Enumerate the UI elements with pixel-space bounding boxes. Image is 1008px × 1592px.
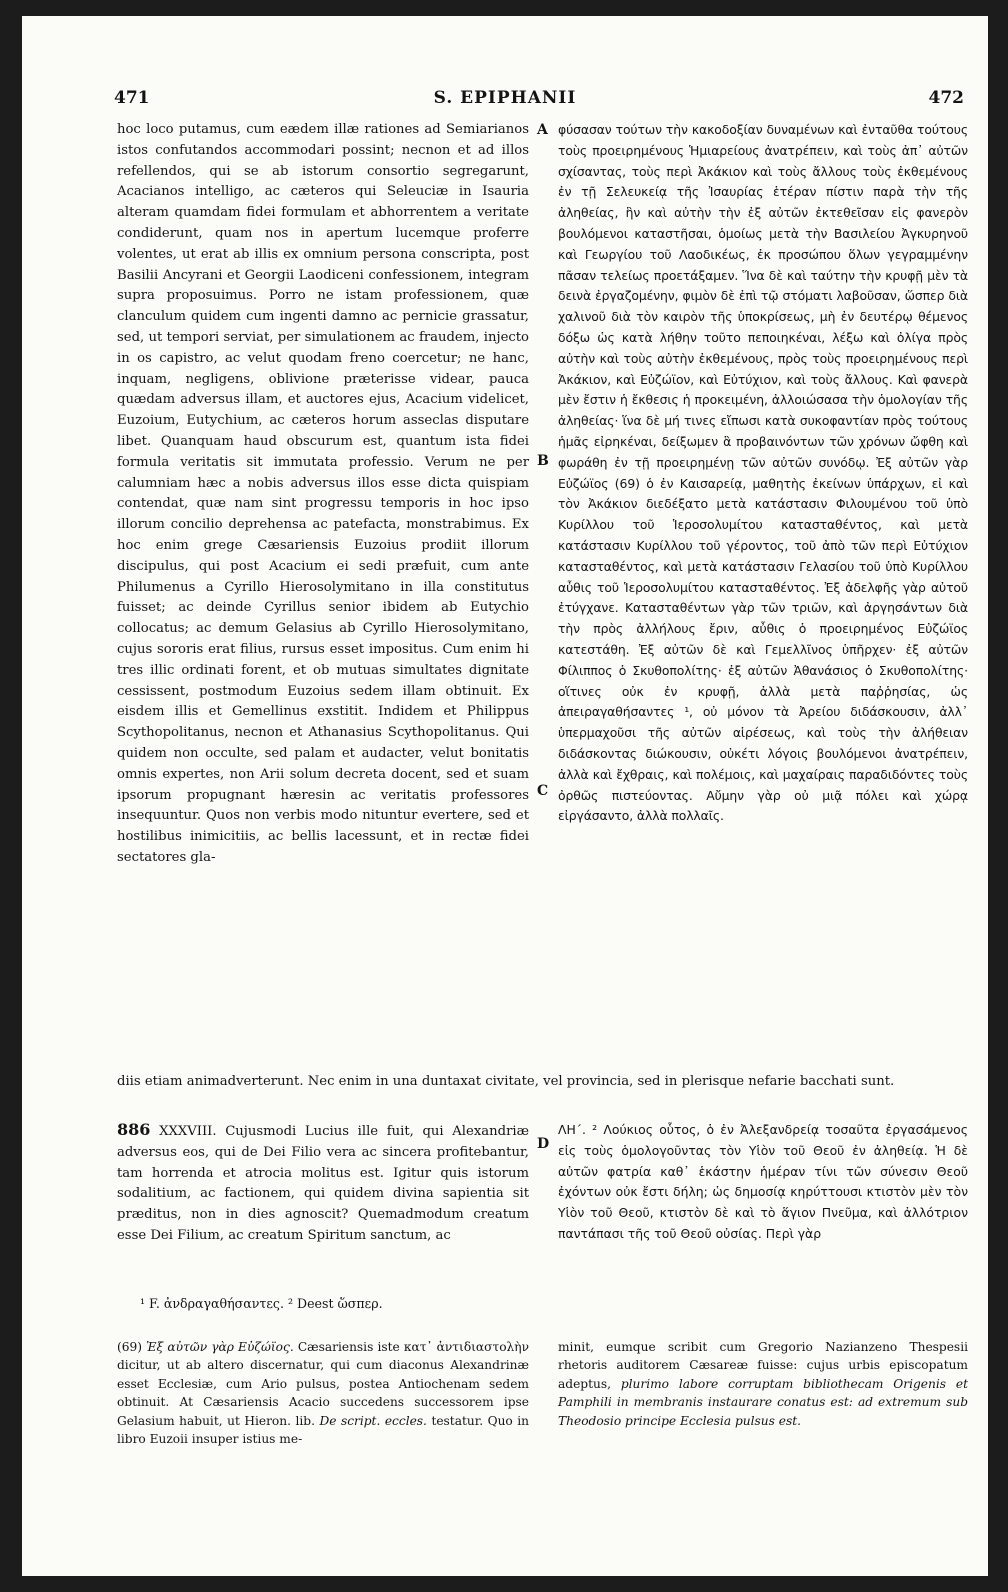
note-quotation: plurimo labore corruptam bibliothecam Origenis et Pamphili in membranis instaurare conatus est: ad extremum sub Theodosio principe Ecclesia pulsus est. — [558, 1376, 968, 1428]
greek-column-top — [558, 120, 968, 827]
latin-section-paragraph — [117, 1120, 529, 1247]
note-number: (69) — [117, 1340, 147, 1354]
left-page-number: 471 — [114, 88, 150, 108]
section-number: 886 — [117, 1120, 151, 1139]
margin-letter-b: B — [537, 453, 549, 469]
note-text-end: testatur. Quo in libro Euzoii insuper istius me- — [117, 1413, 529, 1447]
variant-footnotes: ¹ F. ἀνδραγαθήσαντες. ² Deest ὥσπερ. — [140, 1296, 383, 1311]
commentary-note-right — [558, 1338, 968, 1430]
note-work-title: De script. eccles. — [319, 1413, 427, 1428]
note-text-continued: minit, eumque scribit cum Gregorio Nazianzeno Thespesii rhetoris auditorem Cæsareæ fuisse: cujus urbis episcopatum adeptus, — [558, 1340, 968, 1391]
right-page-number: 472 — [928, 88, 964, 108]
spanning-line: diis etiam animadverterunt. Nec enim in una duntaxat civitate, vel provincia, sed in plerisque nefarie bacchati sunt. — [117, 1074, 895, 1089]
latin-column-bottom — [117, 1120, 529, 1247]
note-text: Cæsariensis iste κατ᾽ ἀντιδιαστολὴν dicitur, ut ab altero discernatur, qui cum diaconus Alexandrinæ esset Ecclesiæ, cum Ario pulsus, postea Antiochenam sedem obtinuit. At Cæsariensis Acacio succedens successorem ipse Gelasium habuit, ut Hieron. lib. — [117, 1340, 529, 1428]
greek-column-bottom — [558, 1120, 968, 1245]
greek-section-paragraph: ΛΗ΄. ² Λούκιος οὗτος, ὁ ἐν Ἀλεξανδρείᾳ τοσαῦτα ἐργασάμενος εἰς τοὺς ὁμολογοῦντας τὸν Υἱὸν τοῦ Θεοῦ ἐν ἀληθείᾳ. Ἡ δὲ αὐτῶν φατρία καθ᾽ ἑκάστην ἡμέραν τίνι τῶν σύνεσιν Θεοῦ ἐχόντων οὐκ ἔστι δήλη; ὡς δημοσίᾳ κηρύττουσι κτιστὸν μὲν τὸν Υἱὸν τοῦ Θεοῦ, κτιστὸν δὲ καὶ τὸ ἅγιον Πνεῦμα, καὶ ἀλλότριον παντάπασι τῆς τοῦ Θεοῦ οὐσίας. Περὶ γὰρ — [558, 1122, 968, 1241]
latin-paragraph: hoc loco putamus, cum eædem illæ rationes ad Semiarianos istos confutandos accommodari possint; necnon et ad illos refellendos, qui se ab istorum consortio segregarunt, Acacianos intelligo, ac cæteros qui Seleuciæ in Isauria alteram quamdam fidei formulam et abhorrentem a veritate condiderunt, quam nos in apertum lucemque proferre volentes, ut erat ab illis ex omnium persona conscripta, post Basilii Ancyrani et Georgii Laodiceni confessionem, integram supra proposuimus. Porro ne istam professionem, quæ clanculum quidem cum ingenti damno ac pernicie grassatur, sed, ut tempori serviat, per simulationem ac fraudem, injecto in os capistro, ac velut quodam freno coercetur; ne hanc, inquam, negligens, oblivione præterisse videar, pauca quædam adversus illam, et auctores ejus, Acacium videlicet, Euzoium, Eutychium, ac cæteros horum asseclas disputare libet. Quanquam haud obscurum est, quantum ista fidei formula veritatis sit immutata professio. Verum ne per calumniam hæc a nobis adversus illos esse dicta quispiam contendat, quæ nam sint progressu temporis in hoc ipso illorum concilio deprehensa ac patefacta, monstrabimus. Ex hoc enim grege Cæsariensis Euzoius prodiit illorum discipulus, qui post Acacium ei sedi præfuit, cum ante Philumenus a Cyrillo Hierosolymitano in illa constitutus fuisset; ac deinde Cyrillus senior ibidem ab Eutychio collocatus; ac demum Gelasius ab Cyrillo Hierosolymitano, cujus sororis erat filius, rursus esset impositus. Cum enim hi tres illic ordinati forent, et ob mutuas simultates dignitate cessissent, postmodum Euzoius sedem illam obtinuit. Ex eisdem illis et Gemellinus exstitit. Indidem et Philippus Scythopolitanus, necnon et Athanasius Scythopolitanus. Qui quidem non occulte, sed palam et audacter, velut bonitatis omnis expertes, non Arii solum decreta docent, sed et suam ipsorum propugnant hæresin ac veritatis professores insequuntur. Quos non verbis modo nituntur evertere, sed et hostilibus inimicitiis, ac bellis lacessunt, et in rectæ fidei sectatores gla- — [117, 122, 529, 865]
running-title: S. EPIPHANII — [433, 88, 577, 108]
book-page — [22, 16, 988, 1576]
commentary-note-left — [117, 1338, 529, 1448]
margin-letter-a: A — [537, 122, 548, 138]
margin-letter-d: D — [537, 1136, 550, 1152]
latin-column-top — [117, 120, 529, 869]
margin-letter-c: C — [537, 783, 549, 799]
note-lemma: Ἐξ αὐτῶν γὰρ Εὐζώϊος. — [146, 1340, 294, 1354]
latin-section-text: XXXVIII. Cujusmodi Lucius ille fuit, qui Alexandriæ adversus eos, qui de Dei Filio vera ac sincera profitebantur, tam horrenda et atrocia molitus est. Igitur quis istorum sodalitium, ac factionem, qui quidem divina sapientia sit præditus, non in dies agnoscit? Quemadmodum creatum esse Dei Filium, ac creatum Spiritum sanctum, ac — [117, 1124, 529, 1243]
greek-paragraph: φύσασαν τούτων τὴν κακοδοξίαν δυναμένων καὶ ἐνταῦθα τούτους τοὺς προειρημένους Ἡμιαρείους ἀνατρέπειν, καὶ τοὺς ἀπ᾽ αὐτῶν σχίσαντας, τοὺς περὶ Ἀκάκιον καὶ τοὺς ἄλλους τοὺς ἐκθεμένους ἐν τῇ Σελευκείᾳ τῆς Ἰσαυρίας ἑτέραν πίστιν παρὰ τὴν τῆς ἀληθείας, ἣν καὶ αὐτὴν τὴν ἐξ αὐτῶν ἐκτεθεῖσαν εἰς φανερὸν βουλόμενοι καταστῆσαι, ὁμοίως μετὰ τὴν Βασιλείου Ἀγκυρηνοῦ καὶ Γεωργίου τοῦ Λαοδικέως, ἐκ προσώπου ὅλων γεγραμμένην πᾶσαν τελείως προετάξαμεν. Ἵνα δὲ καὶ ταύτην τὴν κρυφῇ μὲν τὰ δεινὰ ἐργαζομένην, φιμὸν δὲ ἐπὶ τῷ στόματι λαβοῦσαν, ὥσπερ διὰ χαλινοῦ διὰ τὸν καιρὸν τῆς ὑποκρίσεως, μὴ ἐν δευτέρῳ θέμενος δόξω ὡς κατὰ λήθην τοῦτο πεποιηκέναι, λέξω καὶ ὀλίγα πρὸς αὐτὴν καὶ τοὺς αὐτὴν ἐκθεμένους, πρὸς τοὺς προειρημένους περὶ Ἀκάκιον, καὶ Εὐζώϊον, καὶ Εὐτύχιον, καὶ τοὺς ἄλλους. Καὶ φανερὰ μὲν ἔστιν ἡ ἔκθεσις ἡ προκειμένη, ἀλλοιώσασα τὴν ὁμολογίαν τῆς ἀληθείας· ἵνα δὲ μή τινες εἴπωσι κατὰ συκοφαντίαν πρὸς τούτους ἡμᾶς εἰρηκέναι, δείξωμεν ἃ προβαινόντων τῶν χρόνων ὤφθη καὶ φωράθη ἐν τῇ προειρημένῃ τῶν αὐτῶν συνόδῳ. Ἐξ αὐτῶν γὰρ Εὐζώϊος (69) ὁ ἐν Καισαρείᾳ, μαθητὴς ἐκείνων ὑπάρχων, εἰ καὶ τὸν Ἀκάκιον διεδέξατο μετὰ κατάστασιν Φιλουμένου τοῦ ὑπὸ Κυρίλλου τοῦ Ἱεροσολυμίτου κατασταθέντος, καὶ μετὰ κατάστασιν Κυρίλλου τοῦ γέροντος, τοῦ ἀπὸ τῶν περὶ Εὐτύχιον κατασταθέντος, καὶ μετὰ κατάστασιν Γελασίου τοῦ ὑπὸ Κυρίλλου αὖθις τοῦ Ἱεροσολυμίτου κατασταθέντος. Ἐξ ἀδελφῆς γὰρ αὐτοῦ ἐτύγχανε. Κατασταθέντων γὰρ τῶν τριῶν, καὶ ἀργησάντων διὰ τὴν πρὸς ἀλλήλους ἔριν, αὖθις ὁ προειρημένος Εὐζώϊος κατεστάθη. Ἐξ αὐτῶν δὲ καὶ Γεμελλῖνος ὑπῆρχεν· ἐξ αὐτῶν Φίλιππος ὁ Σκυθοπολίτης· ἐξ αὐτῶν Ἀθανάσιος ὁ Σκυθοπολίτης· οἵτινες οὐκ ἐν κρυφῇ, ἀλλὰ μετὰ παῤῥησίας, ὡς ἀπειραγαθήσαντες ¹, οὐ μόνον τὰ Ἀρείου διδάσκουσιν, ἀλλ᾽ ὑπερμαχοῦσι τῆς αὐτῶν αἱρέσεως, καὶ τοὺς τὴν ἀλήθειαν διδάσκοντας διώκουσιν, οὐκέτι λόγοις βουλόμενοι ἀνατρέπειν, ἀλλὰ καὶ ἔχθραις, καὶ πολέμοις, καὶ μαχαίραις παραδιδόντες τοὺς ὀρθῶς πιστεύοντας. Αὔμην γὰρ οὐ μιᾷ πόλει καὶ χώρᾳ εἰργάσαντο, ἀλλὰ πολλαῖς. — [558, 122, 968, 824]
